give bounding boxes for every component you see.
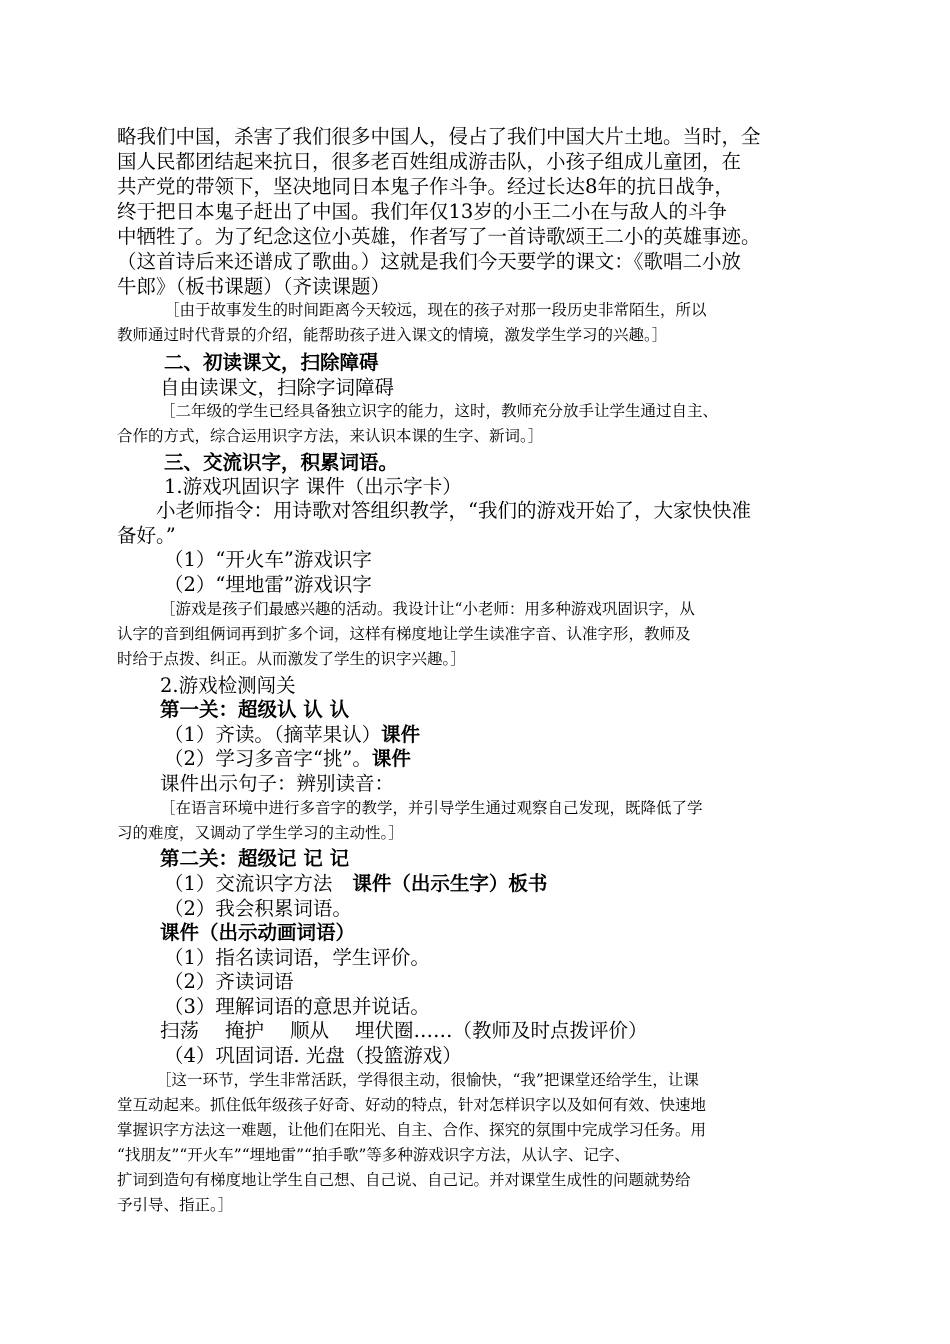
note-line: ［由于故事发生的时间距离今天较远，现在的孩子对那一段历史非常陌生，所以 [164,301,707,319]
list-item: （4）巩固词语. 光盘（投篮游戏） [164,1044,462,1067]
note-line: 扩词到造句有梯度地让学生自己想、自己说、自己记。并对课堂生成性的问题就势给 [117,1171,691,1189]
note-line: 掌握识字方法这一难题，让他们在阳光、自主、合作、探究的氛围中完成学习任务。用 [117,1121,707,1139]
vocab-word: 埋伏圈……（教师及时点拨评价） [355,1019,648,1042]
level-heading: 第二关：超级记 记 记 [160,847,350,870]
list-item: （2）我会积累词语。 [164,897,352,920]
list-item: （1）“开火车”游戏识字 [164,548,372,571]
courseware-tag: 课件 [371,747,411,770]
list-item [164,874,547,894]
note-line: 予引导、指正。］ [117,1196,234,1214]
paragraph-line: 中牺牲了。为了纪念这位小英雄，作者写了一首诗歌颂王二小的英雄事迹。 [117,225,761,248]
vocab-word: 顺从 [290,1019,330,1042]
list-item [164,749,411,769]
note-line: ［在语言环境中进行多音字的教学，并引导学生通过观察自己发现，既降低了学 [160,799,703,817]
paragraph-line: 自由读课文，扫除字词障碍 [160,376,395,399]
list-item-text: （1）齐读。（摘苹果认） [164,723,382,746]
paragraph-line: 终于把日本鬼子赶出了中国。我们年仅13岁的小王二小在与敌人的斗争 [117,200,727,223]
vocab-word: 扫荡 [160,1019,200,1042]
note-line: 合作的方式，综合运用识字方法，来认识本课的生字、新词。］ [117,427,544,445]
list-item: （3）理解词语的意思并说话。 [164,995,430,1018]
note-line: 堂互动起来。抓住低年级孩子好奇、好动的特点，针对怎样识字以及如何有效、快速地 [117,1096,707,1114]
paragraph-line: 略我们中国，杀害了我们很多中国人，侵占了我们中国大片土地。当时，全 [117,125,761,148]
list-item-text: （1）交流识字方法 [164,872,333,895]
paragraph-line: 国人民都团结起来抗日，很多老百姓组成游击队，小孩子组成儿童团，在 [117,150,742,173]
list-item: （1）指名读词语，学生评价。 [164,946,430,969]
paragraph-line: 共产党的带领下，坚决地同日本鬼子作斗争。经过长达8年的抗日战争， [117,175,734,198]
level-heading: 第一关：超级认 认 认 [160,698,350,721]
note-line: 时给于点拨、纠正。从而激发了学生的识字兴趣。］ [117,650,466,668]
courseware-tag: 课件 [381,723,421,746]
section-heading: 三、交流识字，积累词语。 [164,451,399,474]
courseware-heading: 课件（出示动画词语） [160,921,356,944]
list-item [164,725,420,745]
vocab-word: 掩护 [225,1019,265,1042]
note-line: “找朋友”“开火车”“埋地雷”“拍手歌”等多种游戏识字方法，从认字、记字、 [117,1146,630,1164]
paragraph-line: 课件出示句子：辨别读音： [160,772,395,795]
note-line: 认字的音到组俩词再到扩多个词，这样有梯度地让学生读准字音、认准字形，教师及 [117,625,691,643]
section-heading: 二、初读课文，扫除障碍 [164,351,379,374]
list-item: （2）“埋地雷”游戏识字 [164,573,372,596]
note-line: ［游戏是孩子们最感兴趣的活动。我设计让“小老师：用多种游戏巩固识字，从 [160,600,695,618]
paragraph-line: 2.游戏检测闯关 [160,674,296,697]
courseware-tag: 课件（出示生字）板书 [352,872,548,895]
paragraph-line: 牛郎》（板书课题）（齐读课题） [117,275,391,298]
paragraph-line: 备好。” [117,524,176,547]
note-line: 习的难度，又调动了学生学习的主动性。］ [117,824,404,842]
note-line: 教师通过时代背景的介绍，能帮助孩子进入课文的情境，激发学生学习的兴趣。］ [117,326,668,344]
paragraph-line: 1.游戏巩固识字 课件（出示字卡） [164,475,462,498]
paragraph-line: （这首诗后来还谱成了歌曲。）这就是我们今天要学的课文：《歌唱二小放 [117,250,742,273]
list-item: （2）齐读词语 [164,970,294,993]
note-line: ［这一环节，学生非常活跃，学得很主动，很愉快，“我”把课堂还给学生，让课 [156,1071,699,1089]
list-item-text: （2）学习多音字“挑”。 [164,747,372,770]
paragraph-line: 小老师指令：用诗歌对答组织教学，“我们的游戏开始了，大家快快准 [156,499,751,522]
note-line: ［二年级的学生已经具备独立识字的能力，这时，教师充分放手让学生通过自主、 [160,402,719,420]
vocabulary-row [160,1021,648,1041]
